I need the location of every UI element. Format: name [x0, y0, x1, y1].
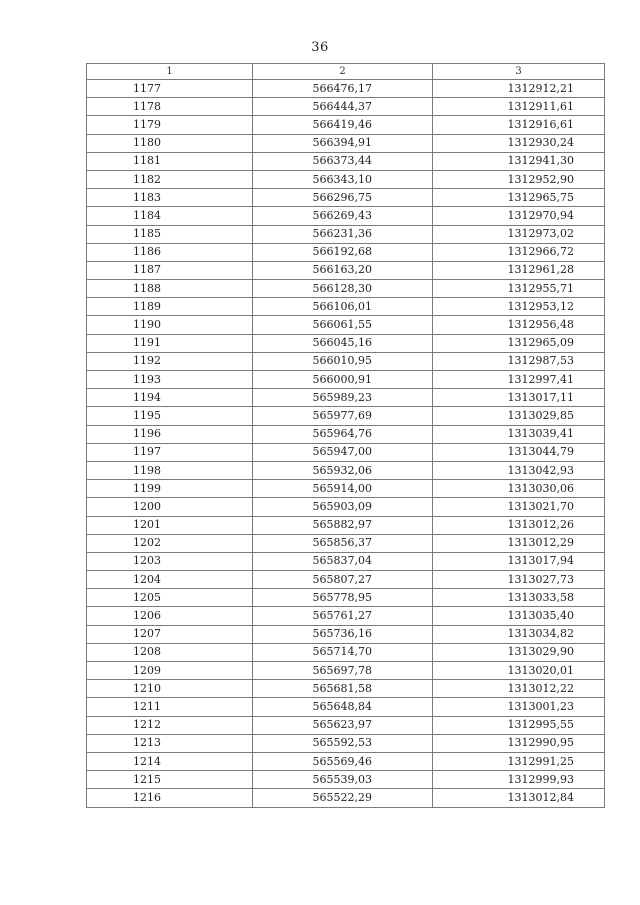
x-coordinate-cell: 565539,03 [253, 771, 433, 789]
y-coordinate-cell: 1312999,93 [433, 771, 605, 789]
point-number-cell: 1197 [87, 443, 253, 461]
y-coordinate-cell: 1313017,94 [433, 552, 605, 570]
x-coordinate-cell: 565592,53 [253, 734, 433, 752]
y-coordinate-cell: 1312961,28 [433, 261, 605, 279]
y-coordinate-cell: 1312997,41 [433, 371, 605, 389]
table-row [87, 371, 605, 389]
x-coordinate-cell: 566419,46 [253, 116, 433, 134]
table-row [87, 589, 605, 607]
y-coordinate-cell: 1313030,06 [433, 480, 605, 498]
point-number-cell: 1212 [87, 716, 253, 734]
x-coordinate-cell: 565778,95 [253, 589, 433, 607]
y-coordinate-cell: 1312987,53 [433, 352, 605, 370]
y-coordinate-cell: 1313012,22 [433, 680, 605, 698]
x-coordinate-cell: 566192,68 [253, 243, 433, 261]
y-coordinate-cell: 1312966,72 [433, 243, 605, 261]
y-coordinate-cell: 1312973,02 [433, 225, 605, 243]
point-number-cell: 1213 [87, 734, 253, 752]
column-header-1: 1 [87, 64, 253, 80]
y-coordinate-cell: 1313034,82 [433, 625, 605, 643]
table-row [87, 225, 605, 243]
table-row [87, 189, 605, 207]
point-number-cell: 1195 [87, 407, 253, 425]
table-row [87, 134, 605, 152]
x-coordinate-cell: 566343,10 [253, 170, 433, 188]
point-number-cell: 1191 [87, 334, 253, 352]
x-coordinate-cell: 566045,16 [253, 334, 433, 352]
table-row [87, 334, 605, 352]
point-number-cell: 1201 [87, 516, 253, 534]
x-coordinate-cell: 566296,75 [253, 189, 433, 207]
y-coordinate-cell: 1312956,48 [433, 316, 605, 334]
table-row [87, 389, 605, 407]
table-row [87, 534, 605, 552]
y-coordinate-cell: 1312965,75 [433, 189, 605, 207]
table-row [87, 789, 605, 807]
table-row [87, 662, 605, 680]
y-coordinate-cell: 1312911,61 [433, 98, 605, 116]
y-coordinate-cell: 1312912,21 [433, 80, 605, 98]
point-number-cell: 1202 [87, 534, 253, 552]
y-coordinate-cell: 1313012,26 [433, 516, 605, 534]
table-row [87, 243, 605, 261]
x-coordinate-cell: 566128,30 [253, 280, 433, 298]
x-coordinate-cell: 565856,37 [253, 534, 433, 552]
x-coordinate-cell: 565697,78 [253, 662, 433, 680]
point-number-cell: 1190 [87, 316, 253, 334]
x-coordinate-cell: 565903,09 [253, 498, 433, 516]
point-number-cell: 1207 [87, 625, 253, 643]
point-number-cell: 1206 [87, 607, 253, 625]
table-row [87, 116, 605, 134]
point-number-cell: 1193 [87, 371, 253, 389]
table-row [87, 607, 605, 625]
point-number-cell: 1182 [87, 170, 253, 188]
y-coordinate-cell: 1313012,29 [433, 534, 605, 552]
point-number-cell: 1177 [87, 80, 253, 98]
x-coordinate-cell: 565932,06 [253, 461, 433, 479]
table-row [87, 425, 605, 443]
table-row [87, 571, 605, 589]
point-number-cell: 1211 [87, 698, 253, 716]
y-coordinate-cell: 1313033,58 [433, 589, 605, 607]
x-coordinate-cell: 565623,97 [253, 716, 433, 734]
x-coordinate-cell: 565989,23 [253, 389, 433, 407]
table-row [87, 752, 605, 770]
x-coordinate-cell: 565569,46 [253, 752, 433, 770]
coordinates-table [86, 63, 605, 808]
x-coordinate-cell: 565807,27 [253, 571, 433, 589]
x-coordinate-cell: 565837,04 [253, 552, 433, 570]
x-coordinate-cell: 565977,69 [253, 407, 433, 425]
table-row [87, 625, 605, 643]
table-row [87, 734, 605, 752]
point-number-cell: 1199 [87, 480, 253, 498]
table-row [87, 170, 605, 188]
point-number-cell: 1210 [87, 680, 253, 698]
table-row [87, 552, 605, 570]
header-row [87, 64, 605, 80]
y-coordinate-cell: 1313001,23 [433, 698, 605, 716]
table-row [87, 298, 605, 316]
point-number-cell: 1186 [87, 243, 253, 261]
point-number-cell: 1194 [87, 389, 253, 407]
point-number-cell: 1204 [87, 571, 253, 589]
x-coordinate-cell: 565714,70 [253, 643, 433, 661]
point-number-cell: 1181 [87, 152, 253, 170]
x-coordinate-cell: 565964,76 [253, 425, 433, 443]
y-coordinate-cell: 1313044,79 [433, 443, 605, 461]
y-coordinate-cell: 1313027,73 [433, 571, 605, 589]
point-number-cell: 1185 [87, 225, 253, 243]
y-coordinate-cell: 1312965,09 [433, 334, 605, 352]
table-row [87, 680, 605, 698]
column-header-2: 2 [253, 64, 433, 80]
point-number-cell: 1209 [87, 662, 253, 680]
x-coordinate-cell: 565648,84 [253, 698, 433, 716]
x-coordinate-cell: 565761,27 [253, 607, 433, 625]
y-coordinate-cell: 1312955,71 [433, 280, 605, 298]
table-row [87, 98, 605, 116]
y-coordinate-cell: 1312941,30 [433, 152, 605, 170]
x-coordinate-cell: 566373,44 [253, 152, 433, 170]
y-coordinate-cell: 1312930,24 [433, 134, 605, 152]
point-number-cell: 1216 [87, 789, 253, 807]
table-body [87, 80, 605, 808]
x-coordinate-cell: 566394,91 [253, 134, 433, 152]
y-coordinate-cell: 1312952,90 [433, 170, 605, 188]
y-coordinate-cell: 1313017,11 [433, 389, 605, 407]
y-coordinate-cell: 1312990,95 [433, 734, 605, 752]
y-coordinate-cell: 1312991,25 [433, 752, 605, 770]
x-coordinate-cell: 566010,95 [253, 352, 433, 370]
x-coordinate-cell: 565882,97 [253, 516, 433, 534]
point-number-cell: 1215 [87, 771, 253, 789]
point-number-cell: 1196 [87, 425, 253, 443]
x-coordinate-cell: 565681,58 [253, 680, 433, 698]
y-coordinate-cell: 1313020,01 [433, 662, 605, 680]
table-row [87, 461, 605, 479]
y-coordinate-cell: 1313042,93 [433, 461, 605, 479]
y-coordinate-cell: 1313035,40 [433, 607, 605, 625]
point-number-cell: 1184 [87, 207, 253, 225]
y-coordinate-cell: 1313012,84 [433, 789, 605, 807]
y-coordinate-cell: 1312916,61 [433, 116, 605, 134]
point-number-cell: 1187 [87, 261, 253, 279]
table-row [87, 698, 605, 716]
table-row [87, 480, 605, 498]
x-coordinate-cell: 566231,36 [253, 225, 433, 243]
x-coordinate-cell: 566444,37 [253, 98, 433, 116]
x-coordinate-cell: 566106,01 [253, 298, 433, 316]
y-coordinate-cell: 1313029,90 [433, 643, 605, 661]
x-coordinate-cell: 565736,16 [253, 625, 433, 643]
column-header-3: 3 [433, 64, 605, 80]
y-coordinate-cell: 1312953,12 [433, 298, 605, 316]
point-number-cell: 1208 [87, 643, 253, 661]
table-header [87, 64, 605, 80]
table-row [87, 771, 605, 789]
point-number-cell: 1178 [87, 98, 253, 116]
point-number-cell: 1179 [87, 116, 253, 134]
table-row [87, 498, 605, 516]
point-number-cell: 1183 [87, 189, 253, 207]
point-number-cell: 1198 [87, 461, 253, 479]
point-number-cell: 1192 [87, 352, 253, 370]
point-number-cell: 1200 [87, 498, 253, 516]
point-number-cell: 1214 [87, 752, 253, 770]
table-row [87, 207, 605, 225]
point-number-cell: 1205 [87, 589, 253, 607]
point-number-cell: 1180 [87, 134, 253, 152]
x-coordinate-cell: 565522,29 [253, 789, 433, 807]
x-coordinate-cell: 566269,43 [253, 207, 433, 225]
y-coordinate-cell: 1313021,70 [433, 498, 605, 516]
y-coordinate-cell: 1313039,41 [433, 425, 605, 443]
table-row [87, 716, 605, 734]
x-coordinate-cell: 565947,00 [253, 443, 433, 461]
point-number-cell: 1188 [87, 280, 253, 298]
point-number-cell: 1203 [87, 552, 253, 570]
y-coordinate-cell: 1312995,55 [433, 716, 605, 734]
x-coordinate-cell: 566000,91 [253, 371, 433, 389]
x-coordinate-cell: 566476,17 [253, 80, 433, 98]
x-coordinate-cell: 566163,20 [253, 261, 433, 279]
table-row [87, 152, 605, 170]
table-row [87, 407, 605, 425]
y-coordinate-cell: 1313029,85 [433, 407, 605, 425]
x-coordinate-cell: 566061,55 [253, 316, 433, 334]
point-number-cell: 1189 [87, 298, 253, 316]
table-row [87, 80, 605, 98]
table-row [87, 352, 605, 370]
table-row [87, 516, 605, 534]
table-row [87, 643, 605, 661]
x-coordinate-cell: 565914,00 [253, 480, 433, 498]
page-number: 36 [311, 40, 329, 55]
table-row [87, 280, 605, 298]
table-row [87, 316, 605, 334]
table-row [87, 261, 605, 279]
y-coordinate-cell: 1312970,94 [433, 207, 605, 225]
table-row [87, 443, 605, 461]
